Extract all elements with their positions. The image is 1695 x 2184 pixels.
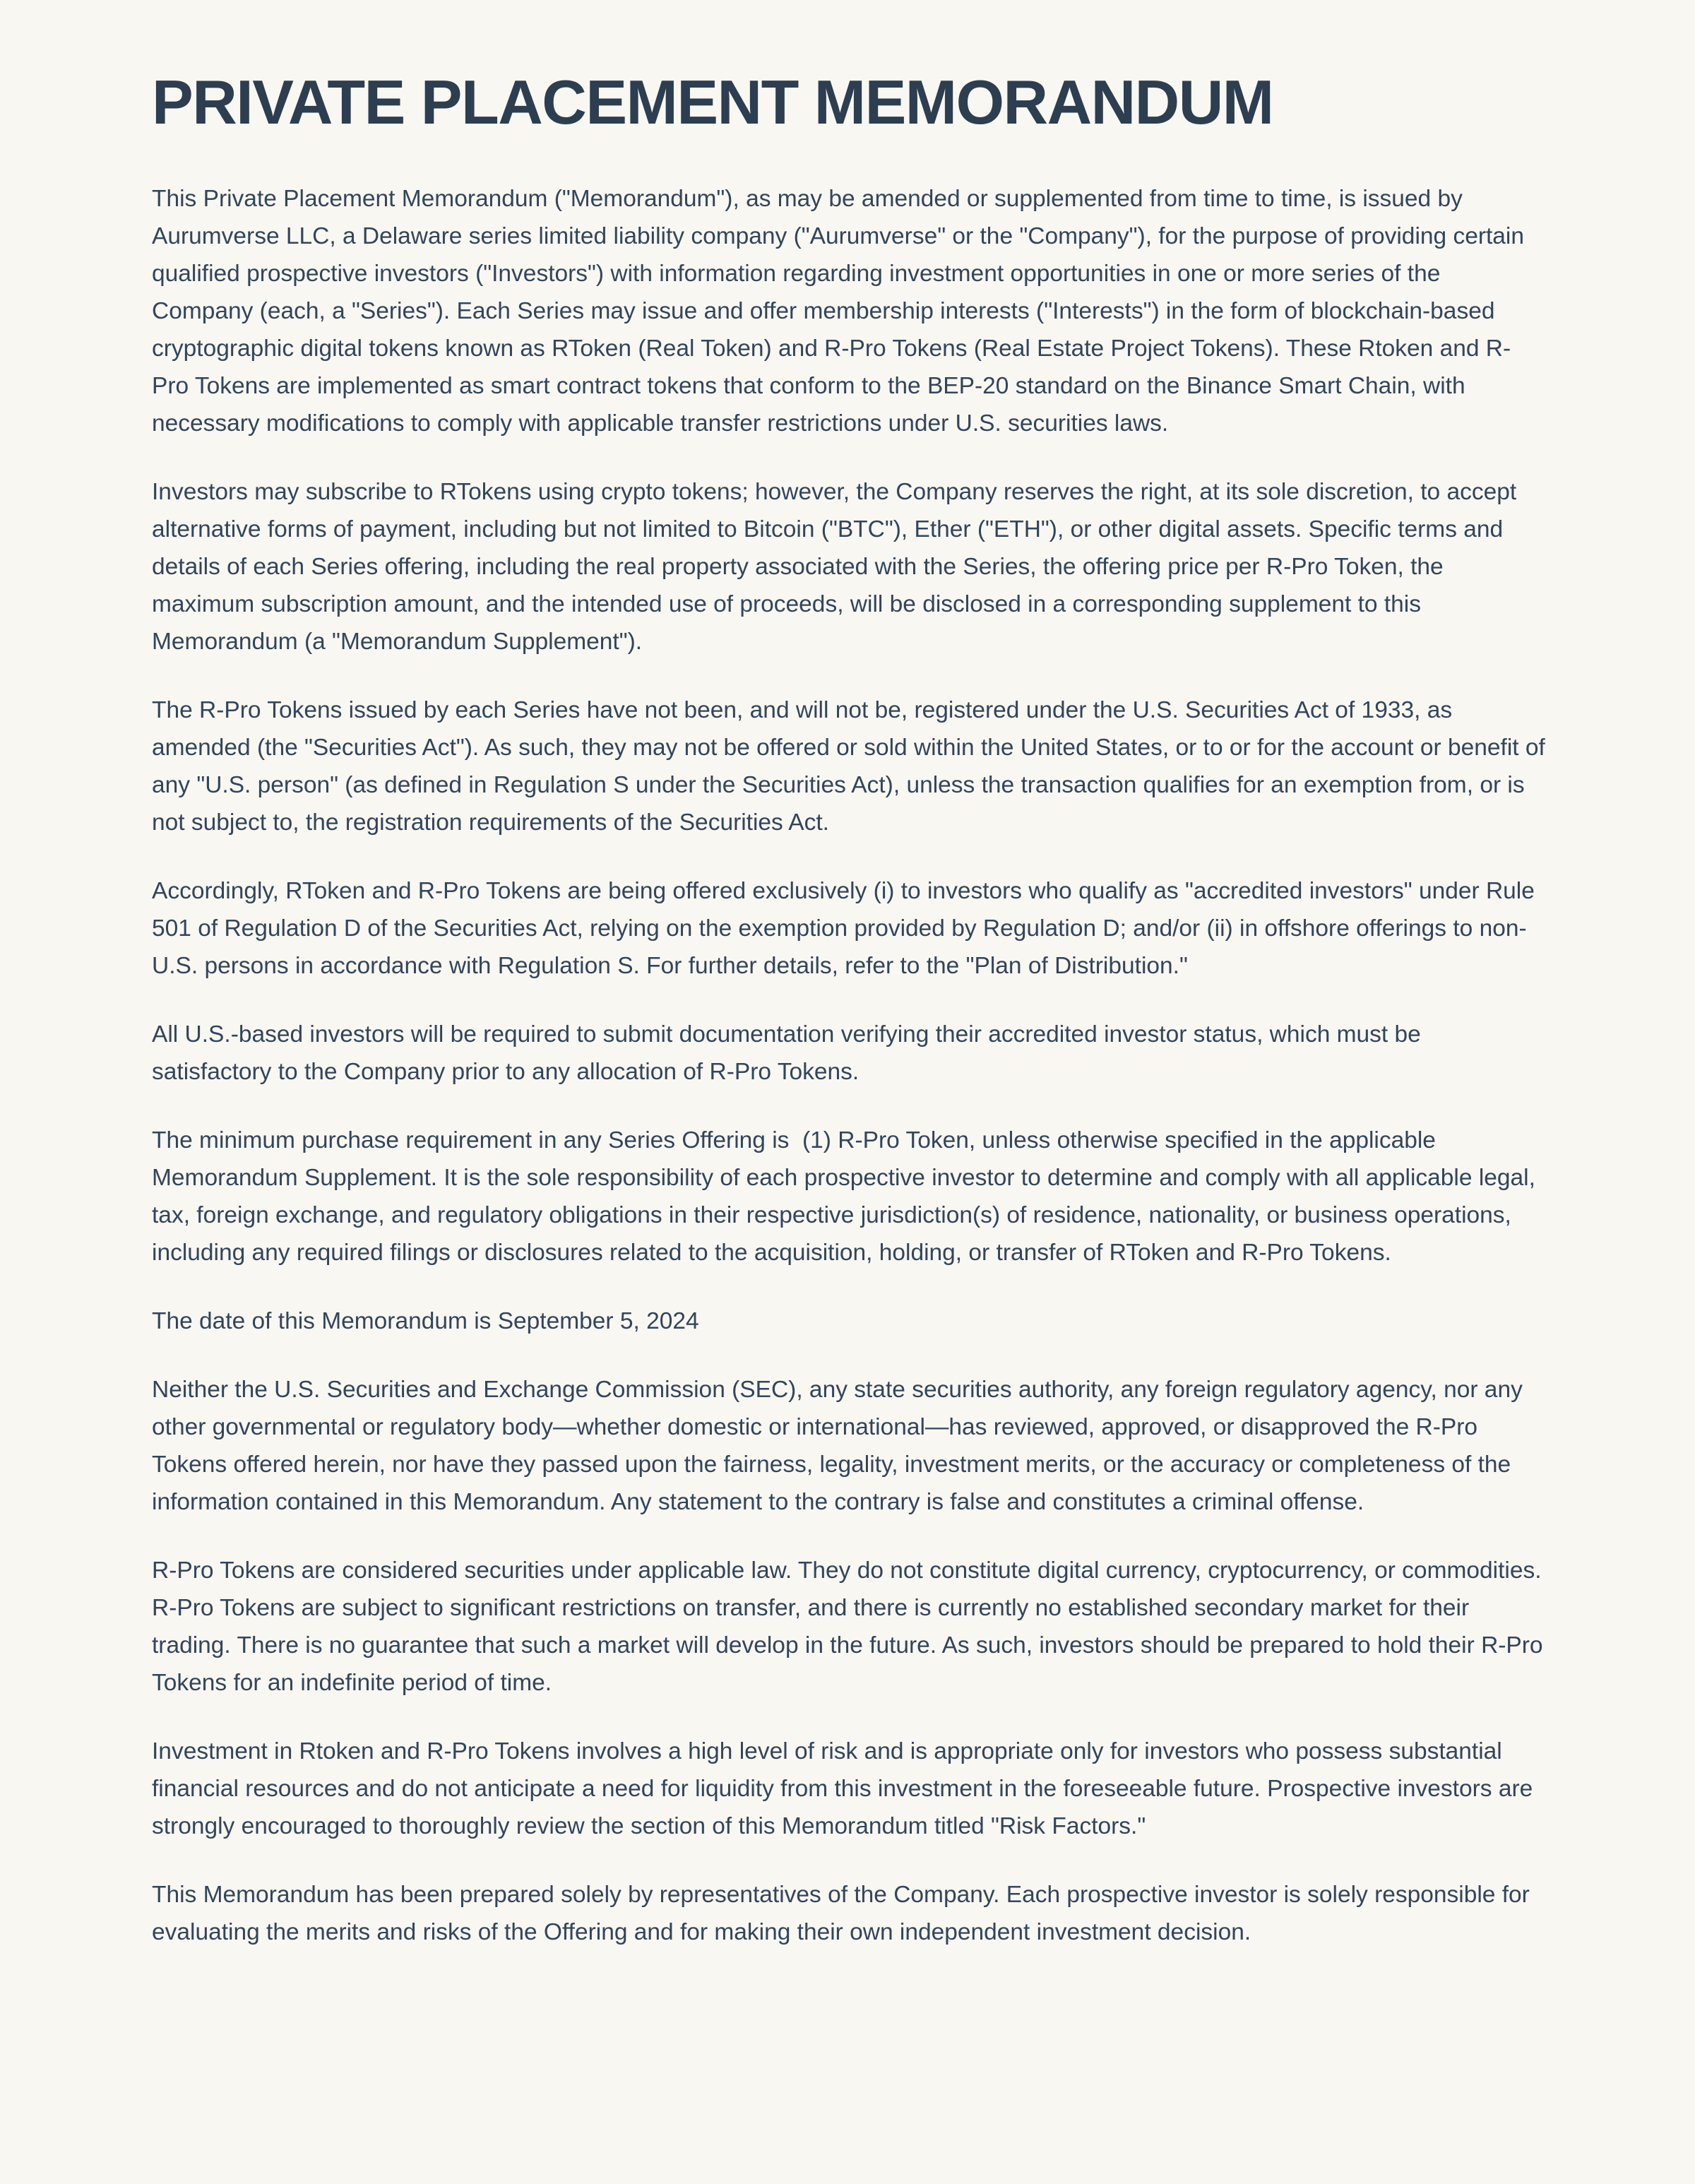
paragraph-offering-exclusivity: Accordingly, RToken and R-Pro Tokens are being offered exclusively (i) to investors who qualify as "accredited investors" under Rule 501 of Regulation D of the Securities Act, relying on the exemption provided by Regulation D; and/or (ii) in offshore offerings to non-U.S. persons in accordance with Regulation S. For further details, refer to the "Plan of Distribution." bbox=[152, 878, 1542, 980]
paragraph-subscription-payment: Investors may subscribe to RTokens using crypto tokens; however, the Company reserves the right, at its sole discretion, to accept alternative forms of payment, including but not limited to Bitcoin ("BTC"), Ether ("ETH"), or other digital assets. Specific terms and details of each Series offering, including the real property associated with the Series, the offering price per R-Pro Token, the maximum subscription amount, and the intended use of proceeds, will be disclosed in a corresponding supplement to this Memorandum (a "Memorandum Supplement"). bbox=[152, 479, 1523, 655]
paragraph-minimum-purchase: The minimum purchase requirement in any Series Offering is (1) R-Pro Token, unless otherwise specified in the applicable Memorandum Supplement. It is the sole responsibility of each prospective investor to determine and comply with all applicable legal, tax, foreign exchange, and regulatory obligations in their respective jurisdiction(s) of residence, nationality, or business operations, including any required filings or disclosures related to the acquisition, holding, or transfer of RToken and R-Pro Tokens. bbox=[152, 1127, 1542, 1266]
page-title: PRIVATE PLACEMENT MEMORANDUM bbox=[152, 67, 1273, 137]
paragraph-accreditation-docs: All U.S.-based investors will be required to submit documentation verifying their accredited investor status, which must be satisfactory to the Company prior to any allocation of R-Pro Tokens. bbox=[152, 1021, 1428, 1086]
paragraph-sec-disclaimer: Neither the U.S. Securities and Exchange Commission (SEC), any state securities authority, any foreign regulatory agency, nor any other governmental or regulatory body—whether domestic or international—has reviewed, approved, or disapproved the R-Pro Tokens offered herein, nor have they passed upon the fairness, legality, investment merits, or the accuracy or completeness of the information contained in this Memorandum. Any statement to the contrary is false and constitutes a criminal offense. bbox=[152, 1377, 1530, 1516]
paragraph-risk-warning: Investment in Rtoken and R-Pro Tokens involves a high level of risk and is appropriate only for investors who possess substantial financial resources and do not anticipate a need for liquidity from this investment in the foreseeable future. Prospective investors are strongly encouraged to thoroughly review the section of this Memorandum titled "Risk Factors." bbox=[152, 1738, 1540, 1840]
paragraph-intro-issuer: This Private Placement Memorandum ("Memorandum"), as may be amended or supplemented from time to time, is issued by Aurumverse LLC, a Delaware series limited liability company ("Aurumverse" or the "Company"), for the purpose of providing certain qualified prospective investors ("Investors") with information regarding investment opportunities in one or more series of the Company (each, a "Series"). Each Series may issue and offer membership interests ("Interests") in the form of blockchain-based cryptographic digital tokens known as RToken (Real Token) and R-Pro Tokens (Real Estate Project Tokens). These Rtoken and R-Pro Tokens are implemented as smart contract tokens that conform to the BEP-20 standard on the Binance Smart Chain, with necessary modifications to comply with applicable transfer restrictions under U.S. securities laws. bbox=[152, 186, 1531, 437]
paragraph-investor-responsibility: This Memorandum has been prepared solely by representatives of the Company. Each prospective investor is solely responsible for evaluating the merits and risks of the Offering and for making their own independent investment decision. bbox=[152, 1882, 1537, 1946]
paragraph-securities-act: The R-Pro Tokens issued by each Series have not been, and will not be, registered under the U.S. Securities Act of 1933, as amended (the "Securities Act"). As such, they may not be offered or sold within the United States, or to or for the account or benefit of any "U.S. person" (as defined in Regulation S under the Securities Act), unless the transaction qualifies for an exemption from, or is not subject to, the registration requirements of the Securities Act. bbox=[152, 697, 1552, 836]
paragraph-memorandum-date: The date of this Memorandum is September 5, 2024 bbox=[152, 1308, 699, 1335]
paragraph-transfer-restrictions: R-Pro Tokens are considered securities under applicable law. They do not constitute digital currency, cryptocurrency, or commodities. R-Pro Tokens are subject to significant restrictions on transfer, and there is currently no established secondary market for their trading. There is no guarantee that such a market will develop in the future. As such, investors should be prepared to hold their R-Pro Tokens for an indefinite period of time. bbox=[152, 1557, 1550, 1697]
